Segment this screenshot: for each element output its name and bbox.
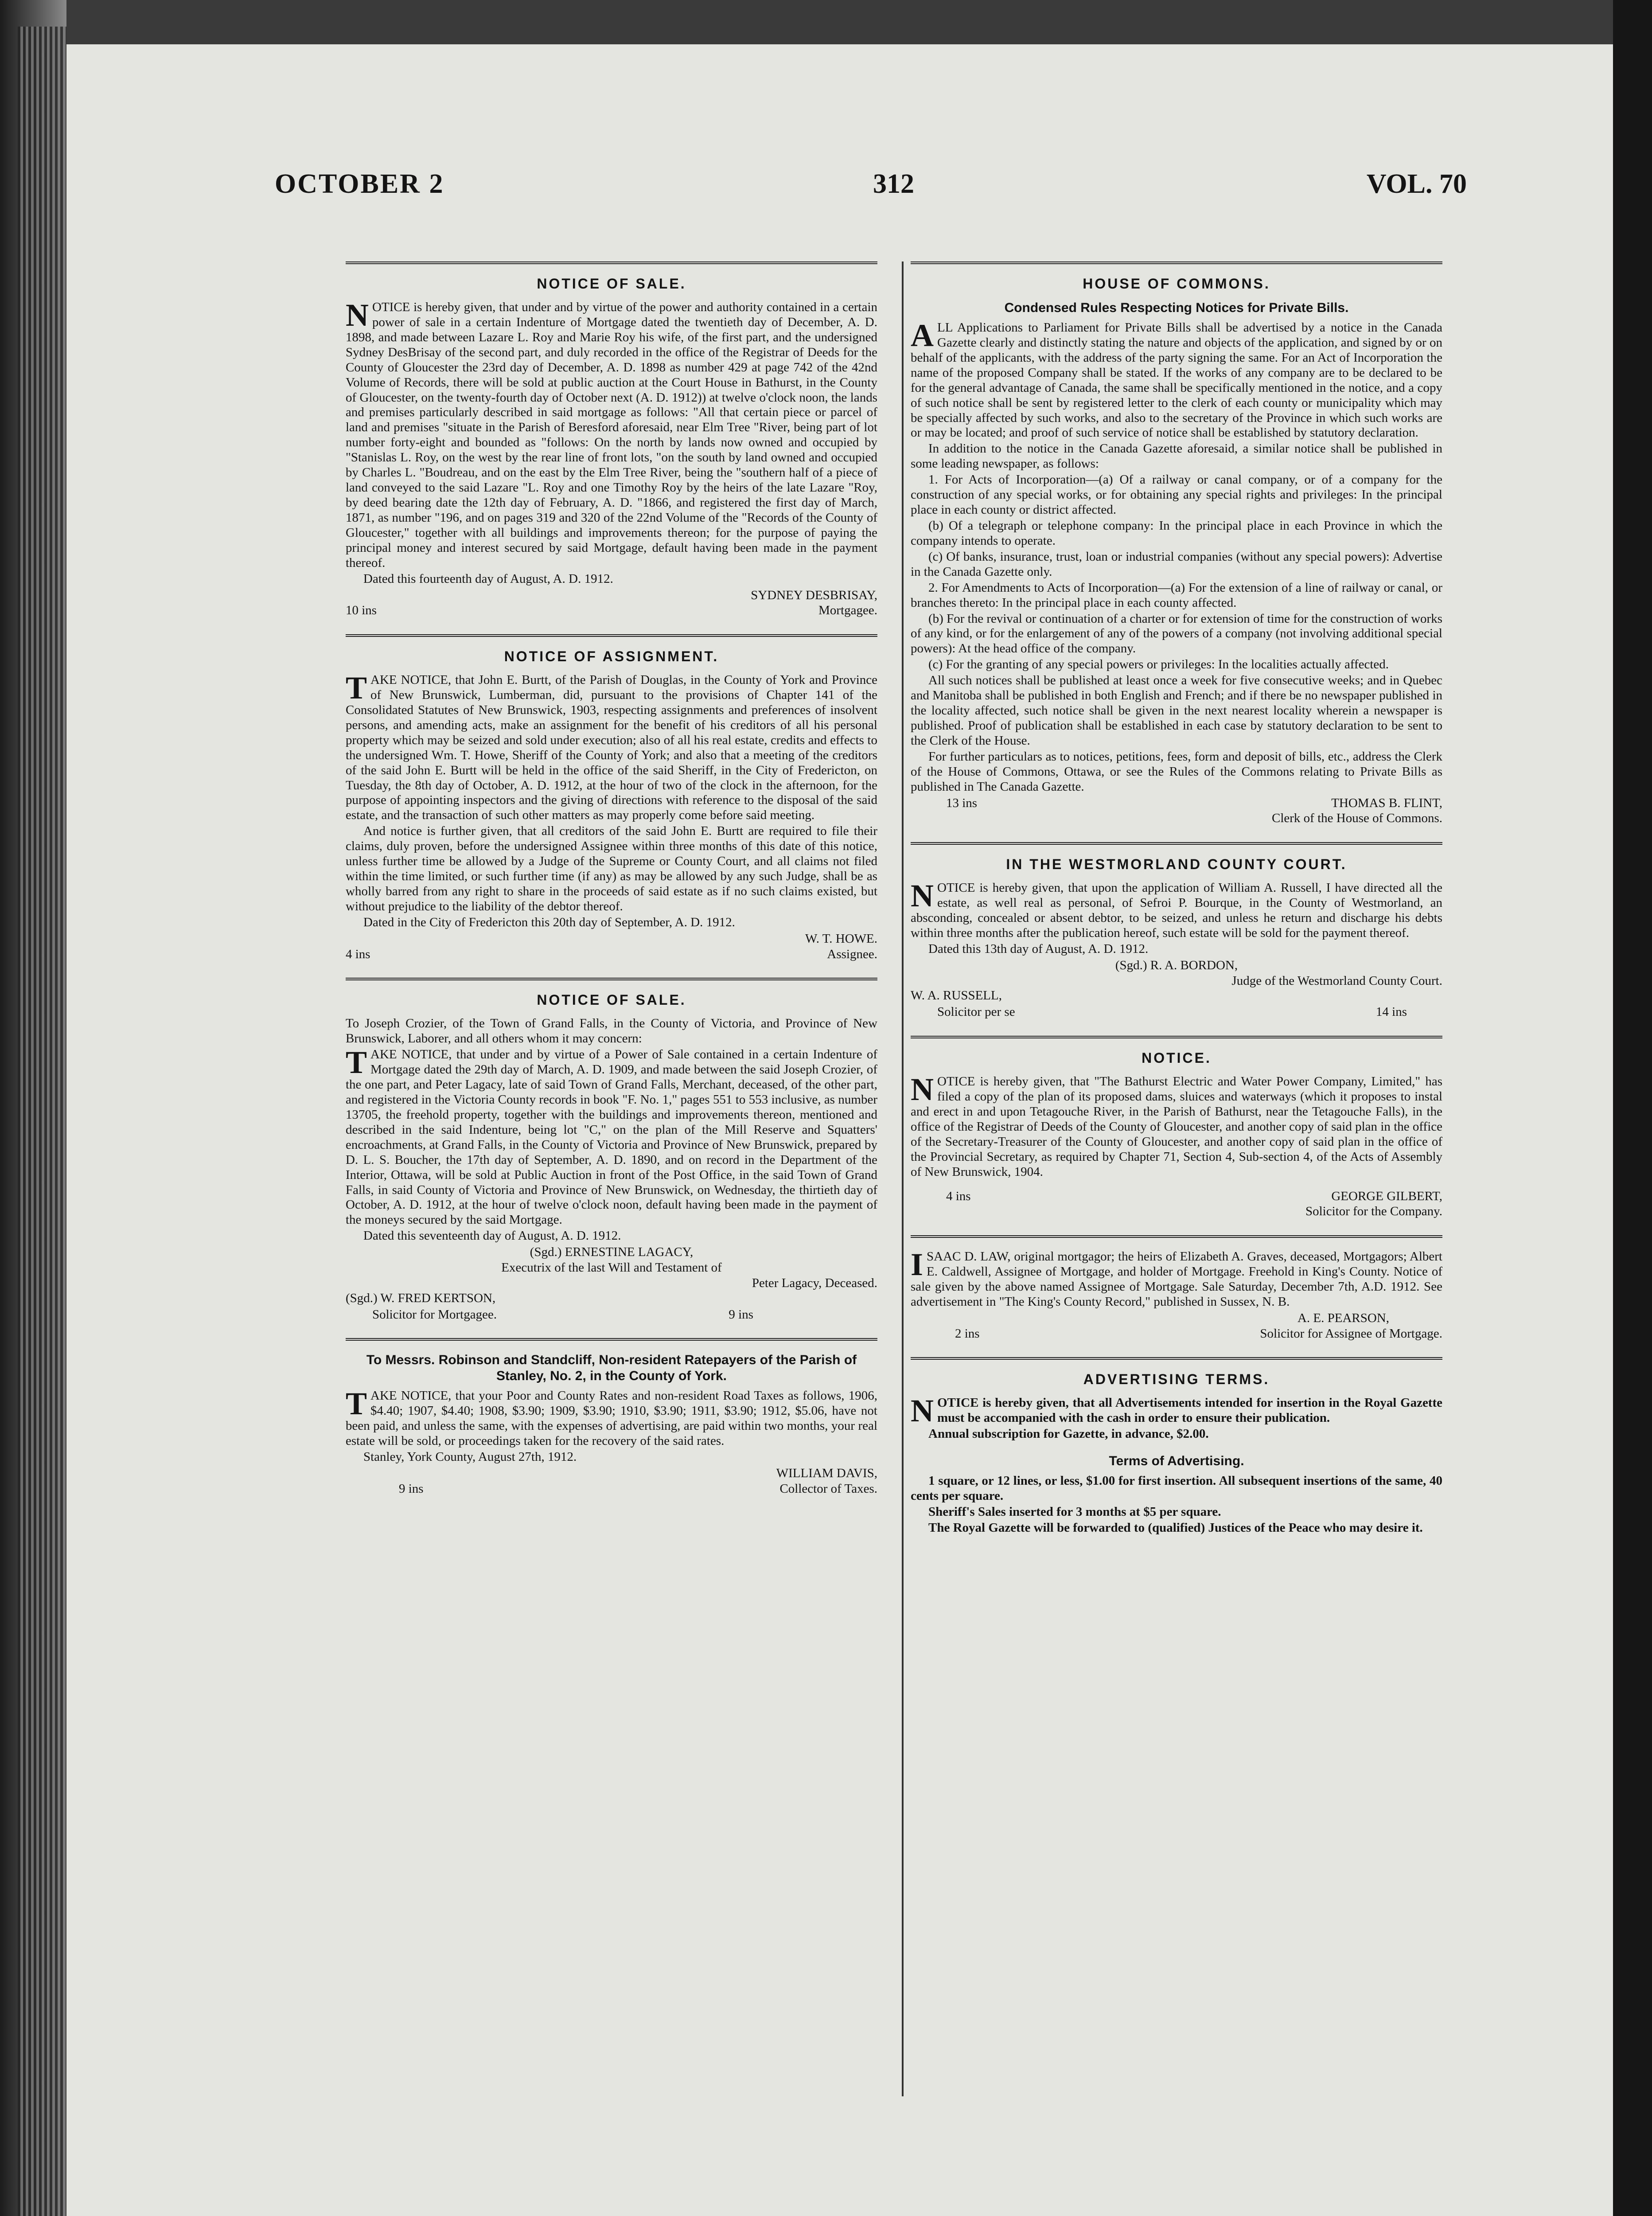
rule-text: In addition to the notice in the Canada Gazette aforesaid, a similar notice shall be published in some leading newspaper, as follows: — [911, 441, 1442, 471]
signature-line — [911, 1189, 1442, 1204]
scan-border — [1613, 0, 1652, 2216]
subscription-price: Annual subscription for Gazette, in advance, $2.00. — [928, 1427, 1209, 1441]
notice-body: TAKE NOTICE, that your Poor and County Rates and non-resident Road Taxes as follows, 1906, $4.40; 1907, $4.40; 1908, $3.90; 1909, $3.90; 1910, $3.90; 1911, $3.90; 1912, $5.06, have not been paid, and unless the same, with the expenses of advertising, are paid within two months, your real estate will be sold, or proceedings taken for the recovery of the said rates. — [346, 1386, 877, 1448]
section-rule — [346, 1338, 877, 1341]
notice-dated: Dated this fourteenth day of August, A. D. 1912. — [363, 571, 613, 586]
signer-role: Clerk of the House of Commons. — [1271, 811, 1442, 826]
section-title: NOTICE OF ASSIGNMENT. — [504, 648, 719, 665]
section-rule — [346, 634, 877, 637]
rule-text: (c) For the granting of any special powers or privileges: In the localities actually affected. — [928, 657, 1389, 672]
terms-sheriff: Sheriff's Sales inserted for 3 months at $5 per square. — [928, 1505, 1221, 1519]
volume-number: VOL. 70 — [1366, 169, 1467, 199]
insertions: 10 ins — [346, 603, 377, 618]
notice-body: ISAAC D. LAW, original mortgagor; the heirs of Elizabeth A. Graves, deceased, Mortgagors; Albert E. Caldwell, Assignee of Mortgage, and holder of Mortgage. Freehold in King's County. Notice of sale given by the above named Assignee of Mortgage. Sale Saturday, December 7th, A.D. 1912. See advertisement in "The King's County Record," published in Sussex, N. B. — [911, 1247, 1442, 1309]
terms-justices: The Royal Gazette will be forwarded to (qualified) Justices of the Peace who may desire it. — [928, 1520, 1423, 1535]
issue-date: OCTOBER 2 — [275, 169, 444, 199]
signature-line — [911, 796, 1442, 811]
signature-line — [911, 1004, 1442, 1020]
insertions: 4 ins — [346, 947, 370, 961]
notice-of-sale-desbrisay — [346, 261, 877, 618]
section-title: NOTICE OF SALE. — [537, 276, 686, 292]
insertions: 9 ins — [729, 1307, 753, 1322]
signer-name: THOMAS B. FLINT, — [1331, 796, 1442, 810]
signature-line — [346, 603, 877, 618]
section-rule — [911, 261, 1442, 264]
rule-text: (c) Of banks, insurance, trust, loan or industrial companies (without any special powers): Advertise in the Canada Gazette only. — [911, 549, 1442, 579]
notice-body: TAKE NOTICE, that under and by virtue of a Power of Sale contained in a certain Indenture of Mortgage dated the 29th day of March, A. D. 1909, and made between the said Joseph Crozier, of the one part, and Peter Lagacy, late of said Town of Grand Falls, Merchant, deceased, of the other part, and registered in the Victoria County records in book "F. No. 1," pages 551 to 553 inclusive, as number 13705, the freehold property, together with the buildings and improvements thereon, mentioned and described in the said Indenture, being lot "C," on the plan of the Mill Reserve and Squatters' encroachments, at Grand Falls, in the County of Victoria and Province of New Brunswick, prepared by D. L. S. Boucher, the 17th day of September, A. D. 1890, and on record in the Department of the Interior, Ottawa, will be sold at Public Auction in front of the Post Office, in the said Town of Grand Falls, in said County of Victoria and Province of New Brunswick, on Wednesday, the thirtieth day of October, A. D. 1912, at the hour of twelve o'clock noon, default having been made in the payment of the moneys secured by the said Mortgage. — [346, 1045, 877, 1227]
judge-title: Judge of the Westmorland County Court. — [1231, 973, 1442, 988]
page-number: 312 — [873, 169, 914, 199]
notice-dated: Stanley, York County, August 27th, 1912. — [363, 1450, 577, 1464]
rule-text: (b) Of a telegraph or telephone company: In the principal place in each Province in which the company intends to operate. — [911, 518, 1442, 548]
insertions: 14 ins — [1375, 1005, 1407, 1019]
signer-name: GEORGE GILBERT, — [1331, 1189, 1442, 1203]
notice-of-assignment — [346, 634, 877, 962]
section-title: NOTICE OF SALE. — [537, 992, 686, 1008]
signer-role: Solicitor for Assignee of Mortgage. — [1260, 1326, 1442, 1341]
column-divider — [902, 261, 904, 2096]
signer-title: Executrix of the last Will and Testament of — [501, 1260, 722, 1275]
signer-name: WILLIAM DAVIS, — [776, 1466, 877, 1480]
rule-text: All such notices shall be published at least once a week for five consecutive weeks; and in Quebec and Manitoba shall be published in both English and French; and if there be no newspaper published in the locality affected, such notice shall be given in the next nearest locality wherein a newspaper is published. Proof of publication shall be established in each case by statutory declaration to be sent to the Clerk of the House. — [911, 673, 1442, 748]
section-title: NOTICE. — [1142, 1050, 1212, 1066]
house-of-commons-rules — [911, 261, 1442, 826]
right-column — [911, 261, 1442, 1552]
page-header — [275, 168, 1467, 244]
signer-name: SYDNEY DESBRISAY, — [751, 588, 877, 602]
notice-body: TAKE NOTICE, that John E. Burtt, of the Parish of Douglas, in the County of York and Province of New Brunswick, Lumberman, did, pursuant to the provisions of Chapter 141 of the Consolidated Statutes of New Brunswick, 1903, respecting assignments and preferences of insolvent persons, and amending acts, make an assignment for the benefit of his creditors of all his personal property which may be seized and sold under execution; also of all his real estate, credits and effects to the undersigned Wm. T. Howe, Sheriff of the County of York; and also that a meeting of the creditors of the said John E. Burtt will be held in the office of the said Sheriff, in the City of Fredericton, on Tuesday, the 8th day of October, A. D. 1912, at the hour of two of the clock in the afternoon, for the purpose of appointing inspectors and the giving of directions with reference to the disposal of the said estate, and the transaction of such other matters as may properly come before said meeting. — [346, 670, 877, 823]
section-title: IN THE WESTMORLAND COUNTY COURT. — [1006, 856, 1347, 873]
signer-role: Assignee. — [827, 947, 877, 961]
insertions: 13 ins — [946, 796, 978, 810]
notice-of-sale-crozier — [346, 978, 877, 1322]
notice-unpaid-taxes — [346, 1338, 877, 1496]
bathurst-power-notice — [911, 1036, 1442, 1219]
signer-role: Mortgagee. — [818, 603, 877, 618]
section-rule — [911, 1036, 1442, 1038]
signer-name: (Sgd.) ERNESTINE LAGACY, — [530, 1245, 694, 1260]
notice-body: NOTICE is hereby given, that under and by virtue of the power and authority contained in a certain power of sale in a certain Indenture of Mortgage dated the twentieth day of December, A. D. 1898, and made between Lazare L. Roy and Marie Roy his wife, of the first part, and the undersigned Sydney DesBrisay of the second part, and duly recorded in the office of the Registrar of Deeds for the County of Gloucester the 23rd day of December, A. D. 1898 as number 429 at page 742 of the 42nd Volume of Records, there will be sold at public auction at the Court House in Bathurst, in the County of Gloucester, on the twenty-fourth day of October next (A. D. 1912)) at twelve o'clock noon, the lands and premises particularly described in said mortgage as follows: "All that certain piece or parcel of land and premises "situate in the Parish of Beresford aforesaid, near Elm Tree "River, being part of lot number forty-eight and bounded as "follows: On the north by lands now owned and occupied by "Stanislas L. Roy, on the west by the rear line of front lots, "on the south by land owned and occupied by Charles L. "Boudreau, and on the east by the Elm Tree River, being the "southern half of a piece of land conveyed to the said Lazare "L. Roy and one Timothy Roy by the heirs of the late Lazare "Roy, by deed bearing date the 12th day of February, A. D. "1866, and registered the first day of March, 1871, as number "196, and on pages 319 and 320 of the 22nd Volume of the "Records of the County of Gloucester," together with all buildings and improvements thereon; for the purpose of paying the principal money and interest secured by said Mortgage, default having been made in the payment thereof. — [346, 297, 877, 570]
solicitor-name: W. A. RUSSELL, — [911, 988, 1002, 1003]
signature-line — [911, 1326, 1442, 1342]
section-rule — [346, 978, 877, 980]
signer-role: Collector of Taxes. — [779, 1481, 877, 1496]
signer-name: W. T. HOWE. — [805, 931, 877, 946]
judge-name: (Sgd.) R. A. BORDON, — [1115, 958, 1238, 972]
left-column — [346, 261, 877, 1513]
signer-name: A. E. PEARSON, — [1297, 1311, 1389, 1325]
rule-text: (b) For the revival or continuation of a charter or for extension of time for the construction of works of any kind, or for the enlargement of any of the powers of a company (not involving additional special powers): At the head office of the company. — [911, 611, 1442, 656]
terms-rate: 1 square, or 12 lines, or less, $1.00 for first insertion. All subsequent insertions of the same, 40 cents per square. — [911, 1474, 1442, 1503]
rule-text: ALL Applications to Parliament for Private Bills shall be advertised by a notice in the Canada Gazette clearly and distinctly stating the nature and objects of the application, and signed by or on behalf of the applicants, with the address of the party signing the same. For an Act of Incorporation the name of the proposed Company shall be stated. If the works of any company are to be declared to be for the general advantage of Canada, the same shall be specifically mentioned in the notice, and a copy of such notice shall be sent by registered letter to the clerk of each county or municipality which may be specially affected by such works, and also to the secretary of the Province in which such works are or may be located; and proof of such service of notice shall be established by statutory declaration. — [911, 318, 1442, 440]
notice-body: NOTICE is hereby given, that "The Bathurst Electric and Water Power Company, Limited," has filed a copy of the plan of its proposed dams, sluices and waterways (which it proposes to instal and erect in and upon Tetagouche River, in the Parish of Bathurst, near the Tetagouche Falls), in the office of the Registrar of Deeds of the County of Gloucester, and another copy of said plan in the office of the Secretary-Treasurer of the County of Gloucester, and another copy of said plan in the office of the Provincial Secretary, as required by Chapter 71, Section 4, Sub-section 4, of the Acts of Assembly of New Brunswick, 1904. — [911, 1072, 1442, 1179]
section-title: ADVERTISING TERMS. — [1083, 1371, 1270, 1388]
signature-line — [346, 947, 877, 962]
signature-line — [346, 1481, 877, 1497]
notice-body-2: And notice is further given, that all creditors of the said John E. Burtt are required to file their claims, duly proven, before the undersigned Assignee within three months of this date of this notice, unless further time be allowed by a Judge of the Supreme or County Court, and all claims not filed within the time limited, or such further time (if any) as may be allowed by any such Judge, shall be as wholly barred from any right to share in the proceeds of said estate as if no such claims existed, but without prejudice to the liability of the debtor thereof. — [346, 824, 877, 913]
law-mortgage-notice — [911, 1235, 1442, 1341]
notice-addressee: To Joseph Crozier, of the Town of Grand Falls, in the County of Victoria, and Province of New Brunswick, Laborer, and all others whom it may concern: — [346, 1016, 877, 1046]
signer-title-2: Peter Lagacy, Deceased. — [752, 1276, 877, 1290]
solicitor-role: Solicitor per se — [937, 1005, 1015, 1019]
section-rule — [911, 1235, 1442, 1238]
signer-role: Solicitor for the Company. — [1305, 1204, 1442, 1219]
terms-heading: Terms of Advertising. — [1109, 1454, 1244, 1469]
section-title: To Messrs. Robinson and Standcliff, Non-resident Ratepayers of the Parish of Stanley, No. 2, in the County of York. — [366, 1353, 857, 1384]
rule-text: 2. For Amendments to Acts of Incorporation—(a) For the extension of a line of railway or canal, or branches thereto: In the principal place in each county affected. — [911, 580, 1442, 610]
insertions: 9 ins — [399, 1481, 424, 1496]
advertising-terms — [911, 1357, 1442, 1535]
insertions: 4 ins — [946, 1189, 971, 1203]
page-edges — [18, 27, 66, 2216]
signature-line — [346, 1307, 877, 1323]
westmorland-court-notice — [911, 842, 1442, 1020]
section-rule — [911, 842, 1442, 845]
section-rule — [346, 261, 877, 264]
rule-text: For further particulars as to notices, petitions, fees, form and deposit of bills, etc., address the Clerk of the House of Commons, Ottawa, or see the Rules of the Commons relating to Private Bills as published in The Canada Gazette. — [911, 749, 1442, 794]
notice-dated: Dated this 13th day of August, A. D. 1912. — [928, 941, 1149, 956]
solicitor-name: (Sgd.) W. FRED KERTSON, — [346, 1291, 496, 1305]
section-subtitle: Condensed Rules Respecting Notices for Private Bills. — [1004, 300, 1349, 315]
insertions: 2 ins — [955, 1326, 980, 1341]
notice-body: NOTICE is hereby given, that upon the application of William A. Russell, I have directed all the estate, as well real as personal, of Sefroi P. Bourque, in the County of Westmorland, an absconding, concealed or absent debtor, to be seized, and unless he return and discharge his debts within three months after the publication hereof, such estate will be sold for the payment thereof. — [911, 878, 1442, 940]
notice-dated: Dated this seventeenth day of August, A. D. 1912. — [363, 1229, 621, 1243]
solicitor-role: Solicitor for Mortgagee. — [372, 1307, 497, 1322]
section-rule — [911, 1357, 1442, 1360]
section-title: HOUSE OF COMMONS. — [1083, 276, 1270, 292]
notice-body: NOTICE is hereby given, that all Advertisements intended for insertion in the Royal Gazette must be accompanied with the cash in order to ensure their publication. — [911, 1393, 1442, 1429]
rule-text: 1. For Acts of Incorporation—(a) Of a railway or canal company, or of a company for the construction of any special works, or for obtaining any special rights and privileges: In the principal place in each county or district affected. — [911, 472, 1442, 517]
notice-dated: Dated in the City of Fredericton this 20th day of September, A. D. 1912. — [363, 915, 735, 929]
